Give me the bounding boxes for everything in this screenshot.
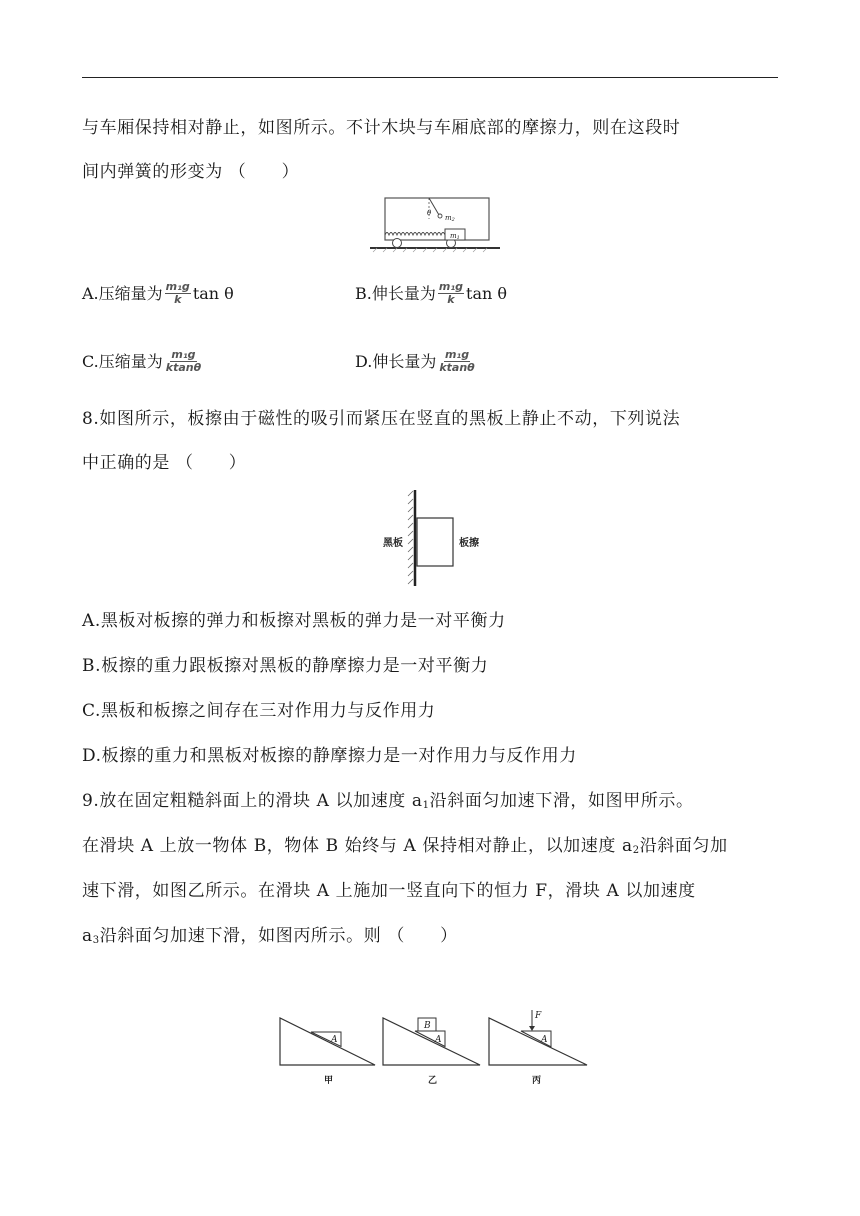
q9-label-yi: 乙 (428, 1076, 438, 1086)
q7-option-b-suffix: tan θ (466, 283, 508, 303)
q9-bing-block-a: A (541, 1035, 548, 1045)
q7-option-c[interactable] (82, 349, 204, 374)
q7-option-c-prefix: C.压缩量为 (82, 351, 163, 371)
q9-figure-yi (383, 1018, 480, 1086)
q7-text-line1: 与车厢保持相对静止，如图所示。不计木块与车厢底部的摩擦力，则在这段时 (82, 118, 681, 138)
q7-option-d-prefix: D.伸长量为 (355, 351, 437, 371)
q9-text-line4: $a_3$沿斜面匀加速下滑，如图丙所示。则 （ ） (82, 926, 458, 946)
q8-blackboard-eraser-figure (375, 488, 495, 588)
q8-option-b[interactable]: B.板擦的重力跟板擦对黑板的静摩擦力是一对平衡力 (82, 656, 489, 676)
q7-train-car-figure (365, 193, 505, 253)
q9-label-bing: 丙 (532, 1076, 542, 1086)
q8-option-c[interactable]: C.黑板和板擦之间存在三对作用力与反作用力 (82, 701, 436, 721)
q9-figure-bing (489, 1010, 587, 1086)
q9-yi-block-a: A (435, 1035, 442, 1045)
q7-option-d[interactable] (355, 349, 478, 374)
q7-option-c-fraction: $\frac{\text{m₁g}}{ktan\theta}$ (165, 348, 202, 374)
q9-text-line3: 速下滑，如图乙所示。在滑块 A 上施加一竖直向下的恒力 F，滑块 A 以加速度 (82, 881, 696, 901)
q9-incline-figures (275, 1008, 595, 1090)
q8-board-label: 黑板 (383, 538, 403, 549)
header-rule (82, 77, 778, 78)
q7-option-a-suffix: tan θ (192, 283, 234, 303)
q7-option-a[interactable] (82, 281, 234, 306)
q9-figure-jia (280, 1018, 375, 1086)
q7-text-line2: 间内弹簧的形变为 （ ） (82, 162, 300, 182)
q9-yi-block-b: B (424, 1021, 431, 1031)
q9-text-line1: 9.放在固定粗糙斜面上的滑块 A 以加速度 $a_1$沿斜面匀加速下滑，如图甲所示。 (82, 791, 694, 811)
q7-m2-label: m2 (445, 214, 455, 223)
q7-option-b[interactable] (355, 281, 507, 306)
q7-m1-label: m1 (450, 232, 460, 241)
q7-theta-label: θ (427, 209, 432, 217)
q8-option-a[interactable]: A.黑板对板擦的弹力和板擦对黑板的弹力是一对平衡力 (82, 611, 506, 631)
q7-option-a-fraction: $\frac{\text{m₁g}}{k}$ (165, 280, 190, 306)
q9-label-jia: 甲 (324, 1076, 334, 1086)
q8-text-line1: 8.如图所示，板擦由于磁性的吸引而紧压在竖直的黑板上静止不动，下列说法 (82, 409, 681, 429)
q8-eraser-label: 板擦 (459, 538, 479, 549)
q9-text-line2: 在滑块 A 上放一物体 B，物体 B 始终与 A 保持相对静止，以加速度 $a_2$沿斜面匀加 (82, 836, 728, 856)
q7-option-a-prefix: A.压缩量为 (82, 283, 163, 303)
q9-bing-force-f: F (535, 1011, 542, 1021)
q8-option-d[interactable]: D.板擦的重力和黑板对板擦的静摩擦力是一对作用力与反作用力 (82, 746, 577, 766)
q8-text-line2: 中正确的是 （ ） (82, 453, 247, 473)
q7-option-b-prefix: B.伸长量为 (355, 283, 436, 303)
q9-jia-block-a: A (331, 1035, 338, 1045)
q7-option-d-fraction: $\frac{\text{m₁g}}{ktan\theta}$ (439, 348, 475, 374)
q7-option-b-fraction: $\frac{\text{m₁g}}{k}$ (438, 280, 464, 306)
